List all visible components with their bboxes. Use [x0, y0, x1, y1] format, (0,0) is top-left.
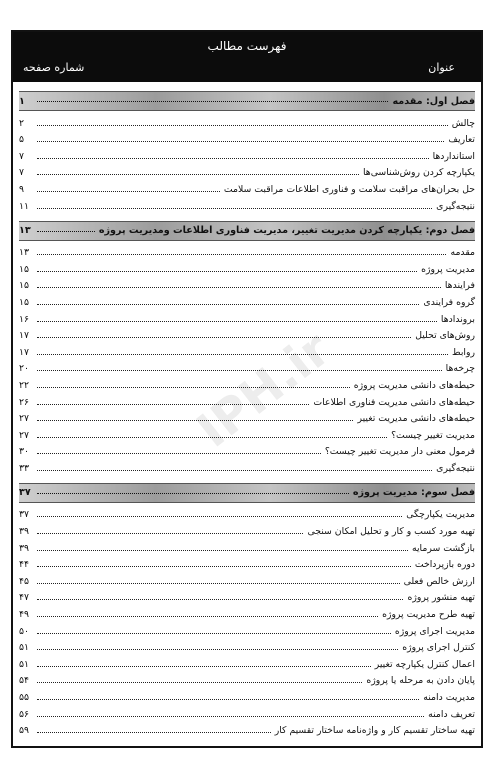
toc-entry[interactable] [19, 129, 475, 146]
dot-leader [37, 698, 419, 700]
entry-page-number: ۷ [19, 167, 24, 179]
toc-entry[interactable] [19, 242, 475, 259]
chapter-title: فصل دوم: یکپارچه کردن مدیریت تغییر، مدیریت فناوری اطلاعات ومدیریت پروژه [98, 225, 475, 237]
toc-entry[interactable] [19, 637, 475, 654]
column-title-label: عنوان [428, 61, 455, 74]
toc-entry[interactable] [19, 520, 475, 537]
dot-leader [37, 320, 437, 322]
entry-title: تهیه منشور پروژه [407, 592, 475, 604]
toc-entry[interactable] [19, 504, 475, 521]
entry-title: چالش [451, 117, 475, 129]
entry-page-number: ۵۵ [19, 692, 29, 703]
entry-title: مقدمه [450, 247, 475, 259]
toc-entry[interactable] [19, 258, 475, 275]
dot-leader [37, 565, 411, 567]
toc-entry[interactable] [19, 537, 475, 554]
entry-page-number: ۴۷ [19, 592, 29, 604]
toc-entry[interactable] [19, 441, 475, 458]
chapter-page-number: ۱ [19, 95, 25, 107]
chapter-gap [19, 474, 475, 480]
dot-leader [37, 469, 432, 471]
entry-page-number: ۳۷ [19, 509, 29, 521]
entry-title: حیطه‌های دانشی مدیریت تغییر [357, 413, 475, 425]
dot-leader [37, 731, 271, 733]
toc-entry[interactable] [19, 408, 475, 425]
toc-entry[interactable] [19, 391, 475, 408]
dot-leader [37, 632, 391, 634]
entry-page-number: ۲۰ [19, 363, 29, 375]
dot-leader [37, 353, 448, 355]
entry-page-number: ۵۰ [19, 625, 29, 637]
toc-list [19, 88, 475, 736]
chapter-gap [19, 212, 475, 218]
toc-entry[interactable] [19, 145, 475, 162]
dot-leader [37, 452, 321, 454]
entry-title: اعمال کنترل یکپارچه تغییر [374, 658, 475, 670]
entry-title: تهیه مورد کسب و کار و تحلیل امکان سنجی [307, 526, 475, 538]
entry-page-number: ۳۹ [19, 542, 29, 554]
dot-leader [37, 436, 387, 438]
toc-entry[interactable] [19, 587, 475, 604]
dot-leader [37, 582, 400, 584]
entry-title: بروندادها [440, 313, 475, 325]
toc-entry[interactable] [19, 308, 475, 325]
chapter-heading[interactable] [19, 91, 475, 111]
entry-page-number: ۲۶ [19, 396, 29, 408]
toc-entry[interactable] [19, 325, 475, 342]
entry-page-number: ۲۷ [19, 429, 29, 441]
dot-leader [37, 190, 220, 192]
entry-page-number: ۱۵ [19, 296, 29, 308]
column-page-label: شماره صفحه [23, 61, 85, 74]
entry-title: مدیریت تغییر چیست؟ [391, 429, 475, 441]
chapter-title: فصل اول: مقدمه [392, 95, 475, 107]
dot-leader [37, 549, 408, 551]
dot-leader [37, 270, 417, 272]
toc-entry[interactable] [19, 620, 475, 637]
entry-title: حیطه‌های دانشی مدیریت فناوری اطلاعات [313, 396, 475, 408]
entry-title: نتیجه‌گیری [436, 200, 475, 212]
entry-page-number: ۱۷ [19, 330, 29, 342]
entry-title: بازگشت سرمایه [411, 542, 475, 554]
chapter-heading[interactable] [19, 221, 475, 241]
dot-leader [37, 336, 411, 338]
toc-frame [11, 30, 483, 748]
entry-page-number: ۴۵ [19, 575, 29, 587]
entry-title: چرخه‌ها [445, 363, 475, 375]
dot-leader [37, 230, 95, 232]
toc-entry[interactable] [19, 686, 475, 703]
entry-page-number: ۴۹ [19, 609, 29, 621]
toc-header [13, 32, 481, 82]
entry-title: کنترل اجرای پروژه [402, 642, 475, 654]
dot-leader [37, 253, 446, 255]
toc-entry[interactable] [19, 178, 475, 195]
toc-entry[interactable] [19, 275, 475, 292]
entry-page-number: ۳۰ [19, 446, 29, 458]
dot-leader [37, 157, 429, 159]
dot-leader [37, 403, 309, 405]
entry-page-number: ۵۱ [19, 658, 29, 670]
dot-leader [37, 532, 303, 534]
toc-entry[interactable] [19, 554, 475, 571]
dot-leader [37, 598, 403, 600]
entry-title: روش‌های تحلیل [415, 330, 475, 342]
entry-title: تهیه ساختار تقسیم کار و واژه‌نامه ساختار تقسیم کار [274, 725, 475, 737]
watermark: IPH.ir [186, 321, 341, 459]
entry-page-number: ۲۲ [19, 379, 29, 391]
entry-title: فرمول معنی دار مدیریت تغییر چیست؟ [324, 446, 475, 458]
dot-leader [37, 386, 350, 388]
entry-page-number: ۵ [19, 134, 24, 146]
toc-entry[interactable] [19, 112, 475, 129]
entry-page-number: ۱۳ [19, 247, 29, 259]
entry-page-number: ۱۵ [19, 263, 29, 275]
entry-title: فرایندها [444, 280, 475, 292]
entry-title: مدیریت دامنه [423, 692, 475, 703]
entry-page-number: ۵۹ [19, 725, 29, 737]
entry-page-number: ۵۶ [19, 708, 29, 720]
entry-page-number: ۵۴ [19, 675, 29, 687]
dot-leader [37, 100, 388, 102]
toc-entry[interactable] [19, 291, 475, 308]
dot-leader [37, 648, 398, 650]
dot-leader [37, 615, 378, 617]
entry-page-number: ۱۱ [19, 200, 29, 212]
entry-page-number: ۳۹ [19, 526, 29, 538]
dot-leader [37, 419, 353, 421]
chapter-heading[interactable] [19, 483, 475, 503]
entry-title: مدیریت پروژه [421, 263, 475, 275]
dot-leader [37, 715, 424, 717]
dot-leader [37, 286, 441, 288]
entry-title: ارزش خالص فعلی [403, 575, 475, 587]
entry-page-number: ۱۶ [19, 313, 29, 325]
entry-title: نتیجه‌گیری [436, 462, 475, 474]
entry-title: مدیریت یکپارچگی [406, 509, 475, 521]
toc-entry[interactable] [19, 162, 475, 179]
entry-page-number: ۵۱ [19, 642, 29, 654]
toc-entry[interactable] [19, 653, 475, 670]
toc-entry[interactable] [19, 457, 475, 474]
dot-leader [37, 173, 359, 175]
toc-entry[interactable] [19, 374, 475, 391]
toc-entry[interactable] [19, 703, 475, 720]
toc-entry[interactable] [19, 603, 475, 620]
toc-entry[interactable] [19, 424, 475, 441]
entry-title: روابط [452, 346, 475, 358]
entry-page-number: ۴۴ [19, 559, 29, 571]
entry-page-number: ۲۷ [19, 413, 29, 425]
dot-leader [37, 492, 349, 494]
toc-entry[interactable] [19, 570, 475, 587]
dot-leader [37, 681, 362, 683]
toc-entry[interactable] [19, 670, 475, 687]
entry-title: پایان دادن به مرحله یا پروژه [366, 675, 475, 687]
entry-title: حیطه‌های دانشی مدیریت پروژه [353, 379, 475, 391]
entry-page-number: ۱۵ [19, 280, 29, 292]
entry-title: حل بحران‌های مراقبت سلامت و فناوری اطلاعات مراقبت سلامت [223, 183, 475, 195]
entry-title: دوره بازپرداخت [414, 559, 475, 571]
toc-entry[interactable] [19, 358, 475, 375]
chapter-page-number: ۳۷ [19, 487, 31, 499]
entry-title: تهیه طرح مدیریت پروژه [382, 609, 475, 621]
entry-title: استانداردها [432, 150, 475, 162]
chapter-page-number: ۱۳ [19, 225, 31, 237]
entry-title: مدیریت اجرای پروژه [394, 625, 475, 637]
entry-page-number: ۷ [19, 150, 24, 162]
entry-title: یکپارچه کردن روش‌شناسی‌ها [362, 167, 475, 179]
dot-leader [37, 207, 432, 209]
dot-leader [37, 515, 402, 517]
dot-leader [37, 140, 444, 142]
dot-leader [37, 369, 442, 371]
entry-page-number: ۹ [19, 183, 24, 195]
dot-leader [37, 665, 371, 667]
entry-page-number: ۲ [19, 117, 24, 129]
toc-title: فهرست مطالب [207, 39, 287, 53]
toc-entry[interactable] [19, 341, 475, 358]
toc-entry[interactable] [19, 720, 475, 737]
entry-title: تعریف دامنه [428, 708, 475, 720]
entry-page-number: ۳۳ [19, 462, 29, 474]
dot-leader [37, 303, 419, 305]
entry-title: تعاریف [448, 134, 475, 146]
chapter-title: فصل سوم: مدیریت پروژه [352, 487, 475, 499]
toc-entry[interactable] [19, 195, 475, 212]
dot-leader [37, 124, 448, 126]
entry-title: گروه فرایندی [423, 296, 475, 308]
entry-page-number: ۱۷ [19, 346, 29, 358]
